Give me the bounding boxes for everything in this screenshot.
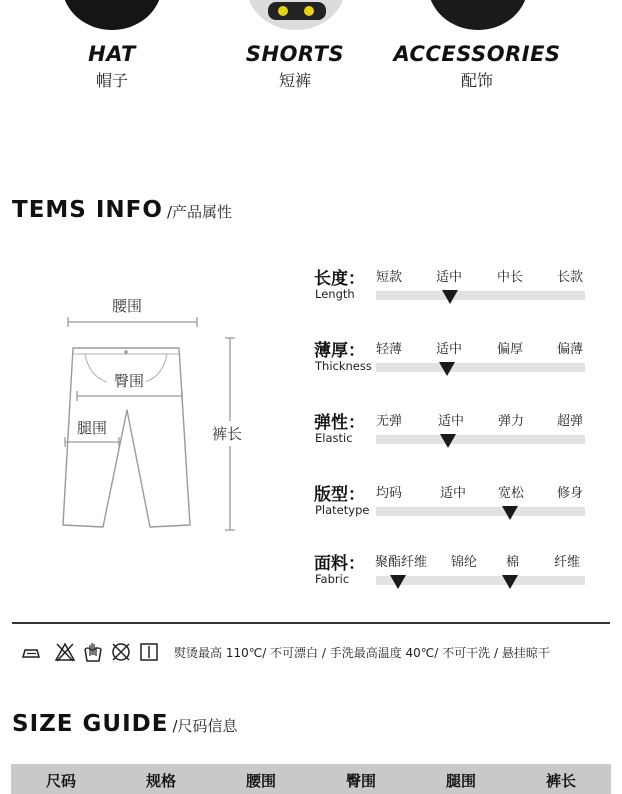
hat-thumbnail[interactable] (62, 0, 162, 30)
size-table-header-cell: 规格 (145, 771, 176, 790)
shorts-image-accent-2 (304, 6, 314, 16)
attribute-option: 中长 (497, 270, 524, 285)
attribute-option: 适中 (438, 414, 465, 429)
attribute-scale-bar (376, 576, 585, 585)
category-accessories[interactable] (392, 42, 562, 91)
attribute-option: 长款 (557, 270, 584, 285)
category-shorts-cn: 短裤 (278, 71, 311, 90)
no-dry-clean-icon (110, 641, 132, 663)
attribute-option: 锦纶 (451, 555, 478, 570)
attribute-option: 修身 (557, 486, 584, 501)
size-table-header-cell: 臀围 (345, 771, 376, 790)
category-hat-cn: 帽子 (95, 71, 128, 90)
attribute-length-cn: 长度： (314, 269, 365, 289)
thigh-label: 腿围 (77, 419, 108, 437)
category-shorts[interactable] (210, 42, 380, 91)
attribute-thickness (314, 336, 594, 386)
selected-marker-icon (390, 575, 406, 589)
iron-icon (20, 641, 42, 663)
attribute-fabric-cn: 面料： (314, 554, 365, 574)
attribute-option: 短款 (376, 270, 403, 285)
category-hat-en: HAT (88, 42, 136, 66)
attribute-length (314, 264, 594, 314)
shorts-image-accent (278, 6, 288, 16)
items-info-subtitle: /产品属性 (166, 203, 232, 221)
category-hat[interactable] (27, 42, 197, 91)
attribute-scale-bar (376, 507, 585, 516)
shorts-image-shoe (268, 2, 326, 20)
length-label: 裤长 (212, 421, 242, 446)
category-accessories-cn: 配饰 (460, 71, 493, 90)
attribute-fabric-en: Fabric (315, 572, 350, 586)
attribute-option: 无弹 (376, 414, 403, 429)
attribute-platetype-en: Platetype (315, 503, 370, 517)
attribute-scale-bar (376, 291, 585, 300)
attribute-elastic (314, 408, 594, 458)
hip-label: 臀围 (114, 372, 145, 390)
attribute-thickness-en: Thickness (315, 359, 372, 373)
selected-marker-icon (439, 362, 455, 376)
size-guide-title-text: SIZE GUIDE (12, 711, 169, 737)
attribute-option: 适中 (436, 270, 463, 285)
size-table-header-cell: 裤长 (545, 771, 576, 790)
attribute-scale-bar (376, 363, 585, 372)
size-table-header-cell: 腰围 (245, 771, 276, 790)
category-accessories-en: ACCESSORIES (393, 42, 561, 66)
size-guide-title (12, 711, 238, 737)
attribute-thickness-cn: 薄厚： (314, 341, 365, 361)
attribute-option: 适中 (440, 486, 467, 501)
attribute-option: 宽松 (498, 486, 525, 501)
waist-label: 腰围 (112, 297, 143, 315)
attribute-option: 纤维 (554, 555, 581, 570)
items-info-title (12, 197, 232, 223)
selected-marker-icon (442, 290, 458, 304)
attribute-option: 偏厚 (497, 342, 524, 357)
attribute-platetype (314, 480, 594, 530)
pants-outline-icon (55, 290, 265, 540)
category-shorts-en: SHORTS (245, 42, 345, 66)
size-table-header (11, 764, 611, 794)
accessories-thumbnail[interactable] (428, 0, 528, 30)
attribute-option: 弹力 (498, 414, 525, 429)
no-bleach-icon (54, 641, 76, 663)
size-table-header-cell: 腿围 (445, 771, 476, 790)
pants-diagram (55, 290, 265, 540)
selected-marker-icon (440, 434, 456, 448)
attribute-option: 均码 (376, 486, 403, 501)
attribute-length-en: Length (315, 287, 355, 301)
care-instructions-text: 熨烫最高 110℃/ 不可漂白 / 手洗最高温度 40℃/ 不可干洗 / 悬挂晾干 (174, 645, 550, 660)
attribute-option: 适中 (436, 342, 463, 357)
attribute-option: 聚酯纤维 (375, 555, 428, 570)
shorts-thumbnail[interactable] (246, 0, 346, 30)
attribute-option: 超弹 (557, 414, 584, 429)
hang-dry-icon (138, 641, 160, 663)
attribute-scale-bar (376, 435, 585, 444)
attribute-option: 轻薄 (376, 342, 403, 357)
attribute-elastic-en: Elastic (315, 431, 353, 445)
attribute-option: 棉 (506, 555, 520, 570)
section-divider (12, 622, 610, 624)
selected-marker-icon (502, 575, 518, 589)
attribute-elastic-cn: 弹性： (314, 413, 365, 433)
care-instructions (20, 640, 550, 664)
attribute-option: 偏薄 (557, 342, 584, 357)
items-info-title-text: TEMS INFO (12, 197, 163, 223)
hand-wash-icon (82, 641, 104, 663)
size-table-header-cell: 尺码 (45, 771, 76, 790)
attribute-platetype-cn: 版型： (314, 485, 365, 505)
selected-marker-icon (502, 506, 518, 520)
attribute-fabric (314, 549, 594, 599)
size-guide-subtitle: /尺码信息 (172, 717, 238, 735)
